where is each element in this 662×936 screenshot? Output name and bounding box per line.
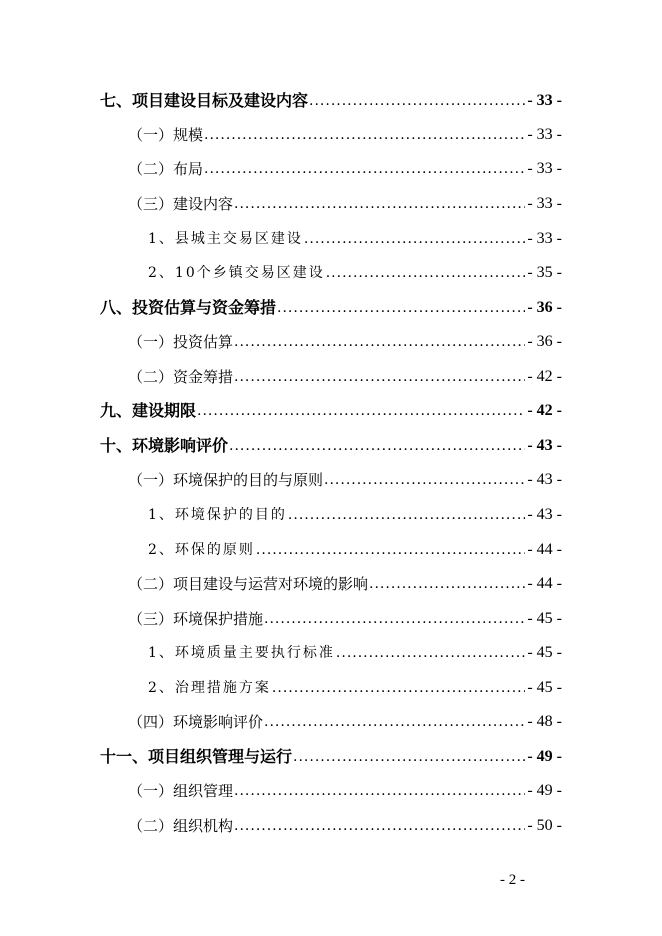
toc-entry-page: - 36 -	[527, 299, 562, 316]
toc-leader-dots	[234, 193, 525, 215]
toc-entry-title: （三）环境保护措施	[128, 610, 264, 628]
toc-leader-dots	[336, 642, 525, 664]
toc-entry[interactable]	[128, 191, 562, 215]
toc-entry-page: - 35 -	[527, 264, 562, 281]
toc-entry-title: （一）环境保护的目的与原则	[128, 471, 324, 489]
toc-entry-page: - 45 -	[527, 644, 562, 661]
toc-entry[interactable]	[100, 88, 562, 112]
toc-entry[interactable]	[148, 502, 562, 526]
toc-entry-page: - 43 -	[527, 471, 562, 488]
toc-entry-page: - 33 -	[527, 230, 562, 247]
toc-entry[interactable]	[100, 398, 562, 422]
toc-entry[interactable]	[148, 640, 562, 664]
toc-entry-title: 十、环境影响评价	[100, 436, 229, 455]
toc-leader-dots	[293, 746, 525, 768]
toc-entry-title: 2、10个乡镇交易区建设	[148, 265, 325, 281]
toc-leader-dots	[369, 573, 525, 595]
toc-leader-dots	[234, 331, 525, 353]
toc-leader-dots	[197, 400, 525, 422]
toc-entry-page: - 42 -	[527, 402, 562, 419]
toc-entry-title: （二）资金筹措	[128, 368, 234, 386]
toc-leader-dots	[288, 504, 525, 526]
toc-entry-page: - 33 -	[527, 126, 562, 143]
toc-entry-title: 1、环境质量主要执行标准	[148, 645, 335, 661]
toc-entry-page: - 45 -	[527, 610, 562, 627]
toc-entry-page: - 43 -	[527, 437, 562, 454]
toc-entry-title: 十一、项目组织管理与运行	[100, 747, 293, 766]
toc-entry[interactable]	[148, 226, 562, 250]
toc-entry-title: （一）规模	[128, 126, 204, 144]
toc-leader-dots	[256, 539, 525, 561]
toc-entry[interactable]	[128, 329, 562, 353]
toc-entry[interactable]	[128, 778, 562, 802]
toc-leader-dots	[326, 262, 526, 284]
toc-leader-dots	[272, 677, 525, 699]
toc-entry[interactable]	[148, 675, 562, 699]
toc-entry-page: - 49 -	[527, 748, 562, 765]
toc-entry-title: （二）组织机构	[128, 817, 234, 835]
toc-entry-title: 七、项目建设目标及建设内容	[100, 91, 309, 110]
toc-entry-page: - 44 -	[527, 541, 562, 558]
toc-entry-page: - 33 -	[527, 92, 562, 109]
toc-entry-title: （四）环境影响评价	[128, 713, 264, 731]
toc-entry-title: （三）建设内容	[128, 195, 234, 213]
toc-entry-page: - 45 -	[527, 679, 562, 696]
toc-entry-page: - 49 -	[527, 782, 562, 799]
toc-entry-page: - 50 -	[527, 817, 562, 834]
toc-leader-dots	[204, 158, 525, 180]
toc-entry-page: - 43 -	[527, 506, 562, 523]
page-number: - 2 -	[500, 872, 525, 888]
toc-leader-dots	[324, 469, 525, 491]
toc-entry[interactable]	[128, 813, 562, 837]
toc-entry[interactable]	[128, 709, 562, 733]
toc-entry-title: （一）投资估算	[128, 333, 234, 351]
toc-entry[interactable]	[128, 571, 562, 595]
toc-entry-title: （一）组织管理	[128, 782, 234, 800]
toc-leader-dots	[264, 711, 525, 733]
toc-entry-title: 1、县城主交易区建设	[148, 231, 303, 247]
toc-entry[interactable]	[148, 260, 562, 284]
toc-leader-dots	[234, 366, 525, 388]
toc-leader-dots	[234, 815, 525, 837]
toc-entry-title: 1、环境保护的目的	[148, 507, 287, 523]
toc-entry[interactable]	[100, 433, 562, 457]
toc-entry[interactable]	[128, 364, 562, 388]
toc-entry[interactable]	[128, 122, 562, 146]
toc-entry-title: （二）布局	[128, 160, 204, 178]
toc-leader-dots	[229, 435, 525, 457]
toc-entry-title: 2、治理措施方案	[148, 680, 271, 696]
toc-entry-title: 八、投资估算与资金筹措	[100, 298, 277, 317]
toc-entry-title: 2、环保的原则	[148, 542, 255, 558]
toc-entry[interactable]	[148, 537, 562, 561]
toc-entry-page: - 48 -	[527, 713, 562, 730]
toc-leader-dots	[309, 90, 525, 112]
toc-entry-title: 九、建设期限	[100, 401, 197, 420]
toc-entry[interactable]	[128, 467, 562, 491]
toc-leader-dots	[264, 608, 525, 630]
toc-entry-page: - 42 -	[527, 368, 562, 385]
toc-entry[interactable]	[100, 744, 562, 768]
toc-entry-page: - 44 -	[527, 575, 562, 592]
toc-leader-dots	[234, 780, 525, 802]
toc-leader-dots	[204, 124, 525, 146]
toc-entry-page: - 36 -	[527, 333, 562, 350]
toc-leader-dots	[277, 297, 525, 319]
toc-entry-page: - 33 -	[527, 195, 562, 212]
toc-entry-title: （二）项目建设与运营对环境的影响	[128, 575, 369, 593]
toc-entry[interactable]	[100, 295, 562, 319]
toc-entry[interactable]	[128, 156, 562, 180]
toc-entry-page: - 33 -	[527, 160, 562, 177]
toc-leader-dots	[304, 228, 525, 250]
toc-entry[interactable]	[128, 606, 562, 630]
